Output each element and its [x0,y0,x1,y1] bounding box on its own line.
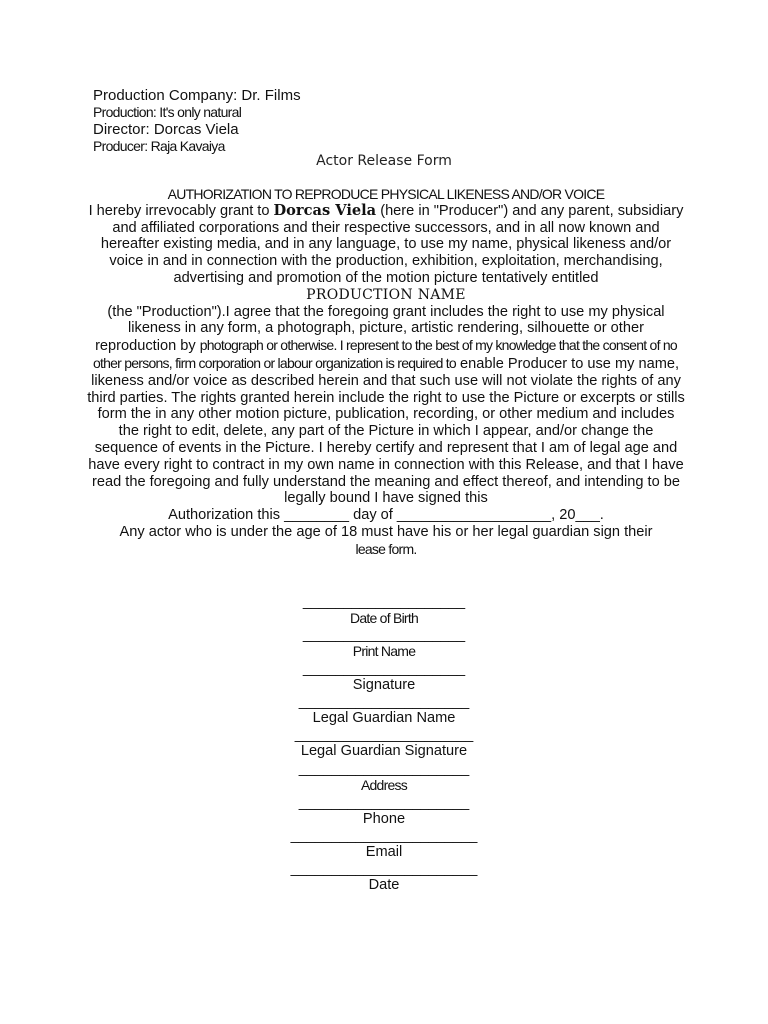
production-title: Production: It's only natural [93,104,242,120]
signature-field[interactable] [0,661,768,694]
date-of-birth-label: Date of Birth [349,610,419,626]
address-line[interactable]: _____________________ [298,761,470,777]
authorization-line: Authorization this ________ day of ___________________, 20___. [168,507,604,524]
legal-guardian-signature-field[interactable] [0,727,768,760]
signature-label: Signature [352,677,416,693]
email-label: Email [365,844,403,860]
date-of-birth-field[interactable] [0,594,768,627]
production-company: Production Company: Dr. Films [93,87,301,104]
phone-label: Phone [362,811,406,827]
rights-text-c: enable Producer to use my name, likeness and/or voice as described herein and that such use will not violate the rights of any third parties. The rights granted herein include the right to use the Picture or excerpts or stills form the in any other motion picture, publication, recording, or other medium and includes the right to edit, delete, any part of the Picture in which I appear, and/or change the sequence of events in the Picture. I hereby certify and represent that I am of legal age and have every right to contract in my own name in connection with this Release, and that I have read the foregoing and fully understand the meaning and effect thereof, and intending to be legally bound I have signed this [87,355,685,507]
print-name-label: Print Name [352,643,416,659]
release-body [87,186,685,559]
minor-notice [87,524,685,559]
minor-notice-text-b: lease form. [355,540,417,557]
address-field[interactable] [0,761,768,794]
print-name-line[interactable]: ____________________ [302,627,466,643]
phone-line[interactable]: _____________________ [298,795,470,811]
date-field[interactable] [0,861,768,894]
signature-line[interactable]: ____________________ [302,661,466,677]
form-title: Actor Release Form [316,153,452,169]
phone-field[interactable] [0,795,768,828]
legal-guardian-name-line[interactable]: _____________________ [298,694,470,710]
legal-guardian-signature-line[interactable]: ______________________ [294,727,474,743]
legal-guardian-signature-label: Legal Guardian Signature [300,743,468,759]
grant-paragraph [87,203,685,287]
grant-text: (here in "Producer") and any parent, subsidiary and affiliated corporations and their respective successors, and in all now known and hereafter existing media, and in any language, to use my name, physical likeness and/or voice in and in connection with the production, exhibition, exploitation, merchandising, advertising and promotion of the motion picture tentatively entitled [100,202,684,286]
rights-text-b: photograph or otherwise. I represent to the best of my knowledge that the consent of no other persons, firm corporation or labour organization is required to [92,337,677,371]
date-of-birth-line[interactable]: ____________________ [302,594,466,610]
rights-text-a: (the "Production").I agree that the foregoing grant includes the right to use my physical likeness in any form, a photograph, picture, artistic rendering, silhouette or other reproduction by [95,303,665,355]
production-header [93,87,301,155]
date-line[interactable]: _______________________ [290,861,478,877]
grant-prefix: I hereby irrevocably grant to [88,202,274,219]
authorization-heading: AUTHORIZATION TO REPRODUCE PHYSICAL LIKENESS AND/OR VOICE [167,186,605,202]
address-label: Address [360,777,408,793]
production-name: PRODUCTION NAME [306,286,466,303]
email-field[interactable] [0,828,768,861]
producer: Producer: Raja Kavaiya [93,138,225,154]
minor-notice-text-a: Any actor who is under the age of 18 must have his or her legal guardian sign their [119,523,653,540]
email-line[interactable]: _______________________ [290,828,478,844]
date-label: Date [368,877,400,893]
print-name-field[interactable] [0,627,768,660]
grantee-name: Dorcas Viela [273,201,377,219]
director: Director: Dorcas Viela [93,121,239,138]
legal-guardian-name-label: Legal Guardian Name [312,710,456,726]
legal-guardian-name-field[interactable] [0,694,768,727]
rights-paragraph [87,304,685,508]
